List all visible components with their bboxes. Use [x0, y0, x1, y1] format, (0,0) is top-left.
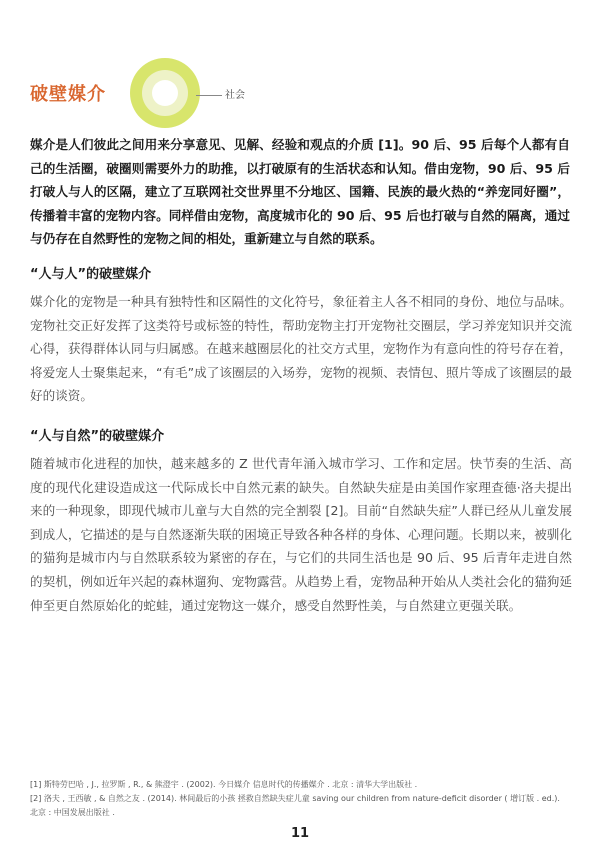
page-number: 11 [290, 826, 310, 841]
section-body-person-to-nature: 随着城市化进程的加快，越来越多的 Z 世代青年涌入城市学习、工作和定居。快节奏的生活、高度的现代化建设造成这一代际成长中自然元素的缺失。自然缺失症是由美国作家理查德·洛夫提出来的一种现象，即现代城市儿童与大自然的完全割裂 [2]。目前“自然缺失症”人群已经从儿童发展到成人，它描述的是与自然逐渐失联的困境正导致各种各样的身体、心理问题。长期以来，被驯化的猫狗是城市内与自然联系较为紧密的存在，与它们的共同生活也是 90 后、95 后青年走进自然的契机，例如近年兴起的森林遛狗、宠物露营。从趋势上看，宠物品种开始从人类社会化的猫狗延伸至更自然原始化的蛇蛙，通过宠物这一媒介，感受自然野性美，与自然建立更强关联。 [30, 456, 572, 613]
footnote: [1] 斯特劳巴哈 , J., 拉罗斯 , R., & 熊澄宇 . (2002). 今日媒介 信息时代的传播媒介 . 北京 : 清华大学出版社 . [30, 780, 418, 789]
concentric-circles-icon [130, 58, 200, 128]
page-header [30, 58, 570, 124]
footnote: [2] 洛夫 , 王西敏 , & 自然之友 . (2014). 林间最后的小孩 拯救自然缺失症儿童 saving our children from nature-deficit disorder ( 增订版 . ed.). 北京 : 中国发展出版社 . [30, 794, 560, 817]
footnotes [30, 778, 570, 820]
section-heading-person-to-nature: “人与自然”的破壁媒介 [30, 429, 165, 444]
category-tag: 社会 [222, 86, 245, 101]
page-title: 破壁媒介 [30, 84, 106, 105]
section-heading-person-to-person: “人与人”的破壁媒介 [30, 267, 152, 282]
intro-paragraph: 媒介是人们彼此之间用来分享意见、见解、经验和观点的介质 [1]。90 后、95 后每个人都有自己的生活圈，破圈则需要外力的助推，以打破原有的生活状态和认知。借由宠物，90 后、95 后打破人与人的区隔，建立了互联网社交世界里不分地区、国籍、民族的最火热的“养宠同好圈”，传播着丰富的宠物内容。同样借由宠物，高度城市化的 90 后、95 后也打破与自然的隔离，通过与仍存在自然野性的宠物之间的相处，重新建立与自然的联系。 [30, 137, 570, 247]
section-body-person-to-person: 媒介化的宠物是一种具有独特性和区隔性的文化符号，象征着主人各不相同的身份、地位与品味。宠物社交正好发挥了这类符号或标签的特性，帮助宠物主打开宠物社交圈层，学习养宠知识并交流心得，获得群体认同与归属感。在越来越圈层化的社交方式里，宠物作为有意向性的符号存在着，将爱宠人士聚集起来，“有毛”成了该圈层的入场券，宠物的视频、表情包、照片等成了该圈层的最好的谈资。 [30, 294, 572, 404]
